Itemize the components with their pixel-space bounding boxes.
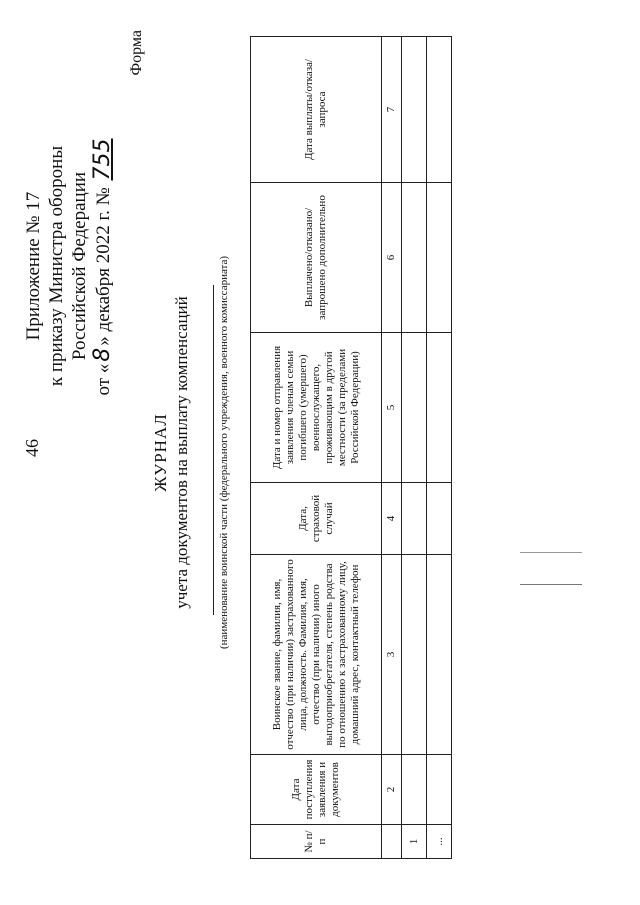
appendix-federation: Российской Федерации [69,171,90,361]
column-number: 2 [382,755,402,825]
column-number: 5 [382,333,402,483]
appendix-title: Приложение № 17 [23,191,44,341]
table-cell [427,483,452,555]
journal-subtitle: учета документов на выплату компенсаций [172,296,191,609]
table-cell [402,37,427,183]
table-cell [402,755,427,825]
date-prefix: от « [93,363,114,396]
form-label: Форма [128,30,145,76]
journal-table [250,36,452,859]
column-number-row [382,37,402,859]
institution-fill-line [213,285,214,615]
handwritten-order-number: 755 [90,138,115,181]
table-cell [427,555,452,755]
scan-mark [520,552,582,553]
journal-heading [150,0,192,905]
table-row [402,37,427,859]
appendix-date-line [91,36,115,496]
table-cell [427,333,452,483]
appendix-order-ref: к приказу Министра обороны [46,145,67,387]
header-cell: Выплачено/отказано/ запрошено дополнительно [251,183,382,333]
handwritten-day: 8 [90,347,115,362]
table-cell [427,755,452,825]
table-header-row [251,37,382,859]
column-number: 4 [382,483,402,555]
header-cell: Воинское звание, фамилия, имя, отчество (при наличии) застрахованного лица, должность. Фамилия, имя, отчество (при наличии) иного выгодоприобретателя, степень родства по отношению к застрахованному лицу, домашний адрес, контактный телефон [251,555,382,755]
appendix-header [22,36,115,496]
column-number: 6 [382,183,402,333]
header-cell: Дата, страховой случай [251,483,382,555]
table-cell [402,333,427,483]
column-number: 7 [382,37,402,183]
row-number: ... [427,825,452,859]
date-rest: » декабря 2022 г. № [93,187,114,346]
page-number: 46 [22,439,42,457]
journal-title: ЖУРНАЛ [151,413,170,492]
table-cell [402,555,427,755]
table-cell [402,483,427,555]
row-number: 1 [402,825,427,859]
table-cell [402,183,427,333]
scan-mark [520,584,582,585]
column-number [382,825,402,859]
table-cell [427,37,452,183]
header-cell: № п/п [251,825,382,859]
header-cell: Дата выплаты/отказа/ запроса [251,37,382,183]
header-cell: Дата поступления заявления и документов [251,755,382,825]
institution-caption: (наименование воинской части (федерального учреждения, военного комиссариата) [218,255,230,650]
header-cell: Дата и номер отправления заявления членам семьи погибшего (умершего) военнослужащего, проживающим в другой местности (за пределами Российской Федерации) [251,333,382,483]
table-row [427,37,452,859]
table-cell [427,183,452,333]
column-number: 3 [382,555,402,755]
